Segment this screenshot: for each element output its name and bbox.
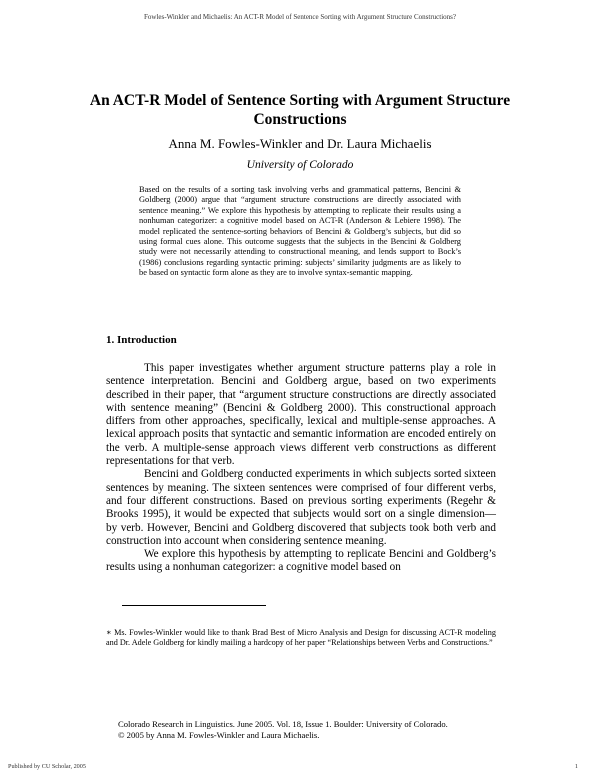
- authors: Anna M. Fowles-Winkler and Dr. Laura Michaelis: [168, 136, 432, 151]
- body-paragraph: This paper investigates whether argument structure patterns play a role in sentence interpretation. Bencini and Goldberg argue, based on two experiments described in their paper, that “argument structure constructions are directly associated with sentence meaning” (Bencini & Goldberg 2000). This constructional approach differs from other approaches, specifically, lexical and multiple-sense approaches. A lexical approach posits that syntactic and semantic information are encoded entirely on the verb. A multiple-sense approach views different verb constructions as different representations for that verb.: [106, 362, 496, 468]
- paper-title: An ACT-R Model of Sentence Sorting with Argument Structure Constructions: [89, 92, 511, 128]
- body-paragraph: We explore this hypothesis by attempting to replicate Bencini and Goldberg’s results using a nonhuman categorizer: a cognitive model based on: [106, 548, 496, 574]
- body-text: [106, 362, 496, 575]
- colophon-citation: Colorado Research in Linguistics. June 2005. Vol. 18, Issue 1. Boulder: University of Colorado.: [118, 719, 448, 729]
- page-number: 1: [574, 763, 578, 770]
- footnote: ∗ Ms. Fowles-Winkler would like to thank Brad Best of Micro Analysis and Design for discussing ACT-R modeling and Dr. Adele Goldberg for kindly mailing a hardcopy of her paper “Relationships between Verbs and Constructions.”: [106, 628, 496, 648]
- footnote-divider: [122, 605, 266, 606]
- body-paragraph: Bencini and Goldberg conducted experiments in which subjects sorted sixteen sentences by meaning. The sixteen sentences were comprised of four different verbs, and four different constructions. Based on previous sorting experiments (Regehr & Brooks 1995), it would be expected that subjects would sort on a single dimension—by verb. However, Bencini and Goldberg discovered that subjects took both verb and construction into account when considering sentence meaning.: [106, 468, 496, 547]
- colophon-copyright: © 2005 by Anna M. Fowles-Winkler and Laura Michaelis.: [118, 729, 320, 740]
- colophon: [118, 719, 498, 741]
- publisher-note: Published by CU Scholar, 2005: [8, 763, 86, 770]
- affiliation: University of Colorado: [246, 159, 354, 171]
- running-header: Fowles-Winkler and Michaelis: An ACT-R Model of Sentence Sorting with Argument Structure Constructions?: [144, 13, 456, 21]
- abstract: Based on the results of a sorting task involving verbs and grammatical patterns, Bencini & Goldberg (2000) argue that “argument structure constructions are directly associated with sentence meaning.” We explore this hypothesis by attempting to replicate their results using a nonhuman categorizer: a cognitive model based on ACT-R (Anderson & Lebiere 1998). The model replicated the sentence-sorting behaviors of Bencini & Goldberg’s subjects, but did so using formal cues alone. This outcome suggests that the subjects in the Bencini & Goldberg study were not necessarily attending to constructional meaning, and lends support to Bock’s (1986) conclusions regarding syntactic priming: subjects’ similarity judgments are as likely to be based on syntactic form alone as they are to involve syntax-semantic mapping.: [139, 185, 461, 278]
- section-heading-introduction: 1. Introduction: [106, 334, 177, 346]
